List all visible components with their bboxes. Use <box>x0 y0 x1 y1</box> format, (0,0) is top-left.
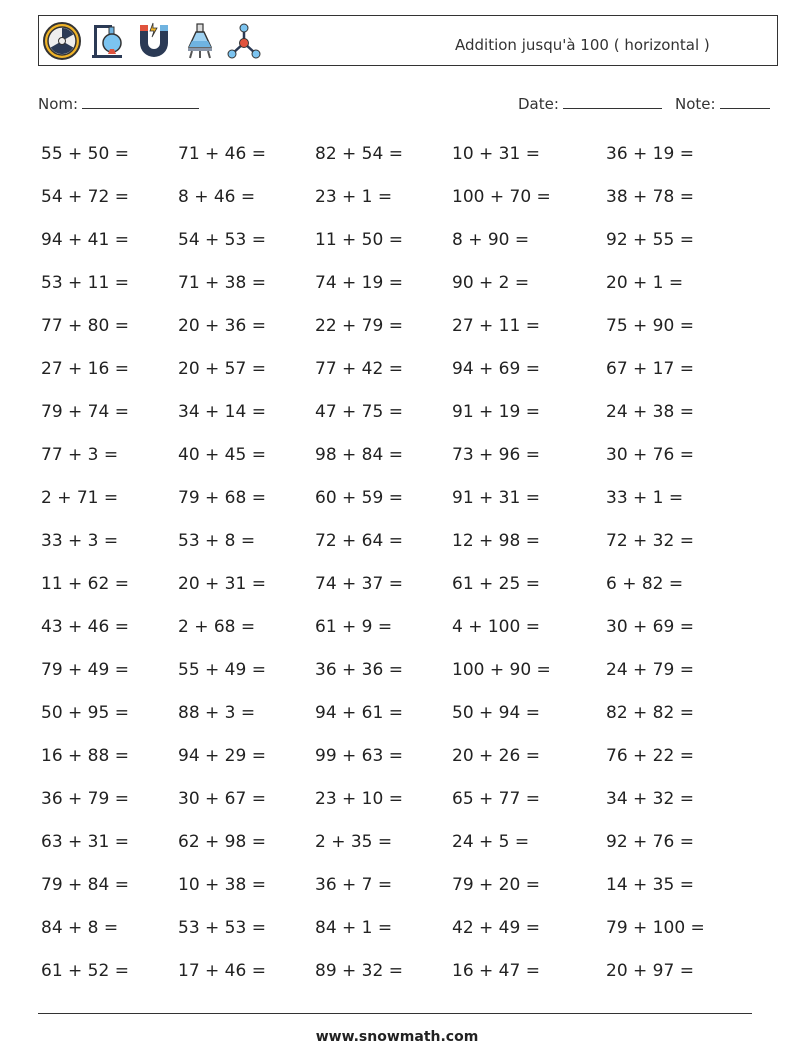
problem-item: 90 + 2 = <box>452 273 530 293</box>
problem-item: 55 + 50 = <box>41 144 129 164</box>
problem-item: 89 + 32 = <box>315 961 403 981</box>
problem-item: 47 + 75 = <box>315 402 403 422</box>
problem-item: 43 + 46 = <box>41 617 129 637</box>
problem-item: 2 + 71 = <box>41 488 119 508</box>
problem-item: 88 + 3 = <box>178 703 256 723</box>
problem-item: 79 + 74 = <box>41 402 129 422</box>
problem-item: 100 + 90 = <box>452 660 551 680</box>
problem-item: 53 + 8 = <box>178 531 256 551</box>
problem-item: 82 + 82 = <box>606 703 694 723</box>
problem-item: 72 + 32 = <box>606 531 694 551</box>
problem-item: 22 + 79 = <box>315 316 403 336</box>
problem-item: 74 + 19 = <box>315 273 403 293</box>
problem-item: 79 + 49 = <box>41 660 129 680</box>
problem-item: 71 + 38 = <box>178 273 266 293</box>
problem-item: 79 + 100 = <box>606 918 705 938</box>
problem-item: 75 + 90 = <box>606 316 694 336</box>
problem-item: 94 + 69 = <box>452 359 540 379</box>
problem-item: 10 + 38 = <box>178 875 266 895</box>
name-label: Nom: <box>38 95 79 113</box>
problem-item: 20 + 31 = <box>178 574 266 594</box>
date-blank-line <box>563 94 662 109</box>
note-blank-line <box>720 94 770 109</box>
lab-stand-flask-icon <box>90 21 130 61</box>
name-field <box>38 94 199 113</box>
problem-item: 16 + 88 = <box>41 746 129 766</box>
problem-item: 53 + 11 = <box>41 273 129 293</box>
problem-item: 24 + 38 = <box>606 402 694 422</box>
problem-item: 30 + 69 = <box>606 617 694 637</box>
problem-item: 98 + 84 = <box>315 445 403 465</box>
problem-item: 77 + 80 = <box>41 316 129 336</box>
problem-item: 92 + 55 = <box>606 230 694 250</box>
problem-item: 30 + 67 = <box>178 789 266 809</box>
problem-item: 27 + 11 = <box>452 316 540 336</box>
problem-item: 82 + 54 = <box>315 144 403 164</box>
problem-item: 20 + 36 = <box>178 316 266 336</box>
problem-item: 16 + 47 = <box>452 961 540 981</box>
problem-item: 20 + 57 = <box>178 359 266 379</box>
problem-item: 10 + 31 = <box>452 144 540 164</box>
problem-item: 11 + 62 = <box>41 574 129 594</box>
problem-item: 72 + 64 = <box>315 531 403 551</box>
note-field <box>675 94 770 113</box>
problem-item: 33 + 3 = <box>41 531 119 551</box>
date-field <box>518 94 662 113</box>
problem-item: 94 + 41 = <box>41 230 129 250</box>
problem-item: 23 + 10 = <box>315 789 403 809</box>
problem-item: 24 + 79 = <box>606 660 694 680</box>
problem-item: 33 + 1 = <box>606 488 684 508</box>
problem-item: 61 + 25 = <box>452 574 540 594</box>
problem-item: 34 + 14 = <box>178 402 266 422</box>
problem-item: 34 + 32 = <box>606 789 694 809</box>
problem-item: 77 + 3 = <box>41 445 119 465</box>
problem-item: 77 + 42 = <box>315 359 403 379</box>
problem-item: 63 + 31 = <box>41 832 129 852</box>
bunsen-flask-icon <box>180 21 220 61</box>
problem-item: 4 + 100 = <box>452 617 540 637</box>
problem-item: 12 + 98 = <box>452 531 540 551</box>
date-label: Date: <box>518 95 559 113</box>
problem-item: 91 + 31 = <box>452 488 540 508</box>
problem-item: 11 + 50 = <box>315 230 403 250</box>
problem-item: 54 + 72 = <box>41 187 129 207</box>
problem-item: 23 + 1 = <box>315 187 393 207</box>
molecule-icon <box>224 21 264 61</box>
problem-item: 60 + 59 = <box>315 488 403 508</box>
problem-item: 20 + 1 = <box>606 273 684 293</box>
problem-item: 40 + 45 = <box>178 445 266 465</box>
problem-item: 36 + 36 = <box>315 660 403 680</box>
problem-item: 36 + 19 = <box>606 144 694 164</box>
radiation-icon <box>42 21 82 61</box>
problem-item: 67 + 17 = <box>606 359 694 379</box>
problem-item: 84 + 8 = <box>41 918 119 938</box>
note-label: Note: <box>675 95 716 113</box>
problem-item: 76 + 22 = <box>606 746 694 766</box>
problem-item: 71 + 46 = <box>178 144 266 164</box>
problem-item: 42 + 49 = <box>452 918 540 938</box>
problem-item: 14 + 35 = <box>606 875 694 895</box>
name-blank-line <box>82 94 199 109</box>
problem-item: 30 + 76 = <box>606 445 694 465</box>
problem-item: 2 + 35 = <box>315 832 393 852</box>
problem-item: 65 + 77 = <box>452 789 540 809</box>
footer-rule <box>38 1013 752 1014</box>
problem-item: 2 + 68 = <box>178 617 256 637</box>
problem-item: 94 + 61 = <box>315 703 403 723</box>
magnet-icon <box>134 21 174 61</box>
problem-item: 100 + 70 = <box>452 187 551 207</box>
problem-item: 27 + 16 = <box>41 359 129 379</box>
problem-item: 73 + 96 = <box>452 445 540 465</box>
problem-item: 94 + 29 = <box>178 746 266 766</box>
problem-item: 61 + 9 = <box>315 617 393 637</box>
problem-item: 8 + 46 = <box>178 187 256 207</box>
problem-item: 99 + 63 = <box>315 746 403 766</box>
problem-item: 38 + 78 = <box>606 187 694 207</box>
problem-item: 20 + 97 = <box>606 961 694 981</box>
problem-item: 79 + 20 = <box>452 875 540 895</box>
problem-item: 61 + 52 = <box>41 961 129 981</box>
footer-url: www.snowmath.com <box>315 1029 479 1045</box>
problem-item: 74 + 37 = <box>315 574 403 594</box>
worksheet-title: Addition jusqu'à 100 ( horizontal ) <box>455 36 710 54</box>
problem-item: 17 + 46 = <box>178 961 266 981</box>
problem-item: 92 + 76 = <box>606 832 694 852</box>
problem-item: 20 + 26 = <box>452 746 540 766</box>
problem-item: 84 + 1 = <box>315 918 393 938</box>
problem-item: 79 + 84 = <box>41 875 129 895</box>
problem-item: 53 + 53 = <box>178 918 266 938</box>
problem-item: 36 + 79 = <box>41 789 129 809</box>
problem-item: 79 + 68 = <box>178 488 266 508</box>
problem-item: 62 + 98 = <box>178 832 266 852</box>
problem-item: 24 + 5 = <box>452 832 530 852</box>
problem-item: 50 + 95 = <box>41 703 129 723</box>
problem-item: 6 + 82 = <box>606 574 684 594</box>
problem-item: 50 + 94 = <box>452 703 540 723</box>
problem-item: 91 + 19 = <box>452 402 540 422</box>
problem-item: 36 + 7 = <box>315 875 393 895</box>
problem-item: 8 + 90 = <box>452 230 530 250</box>
problem-item: 55 + 49 = <box>178 660 266 680</box>
problem-item: 54 + 53 = <box>178 230 266 250</box>
